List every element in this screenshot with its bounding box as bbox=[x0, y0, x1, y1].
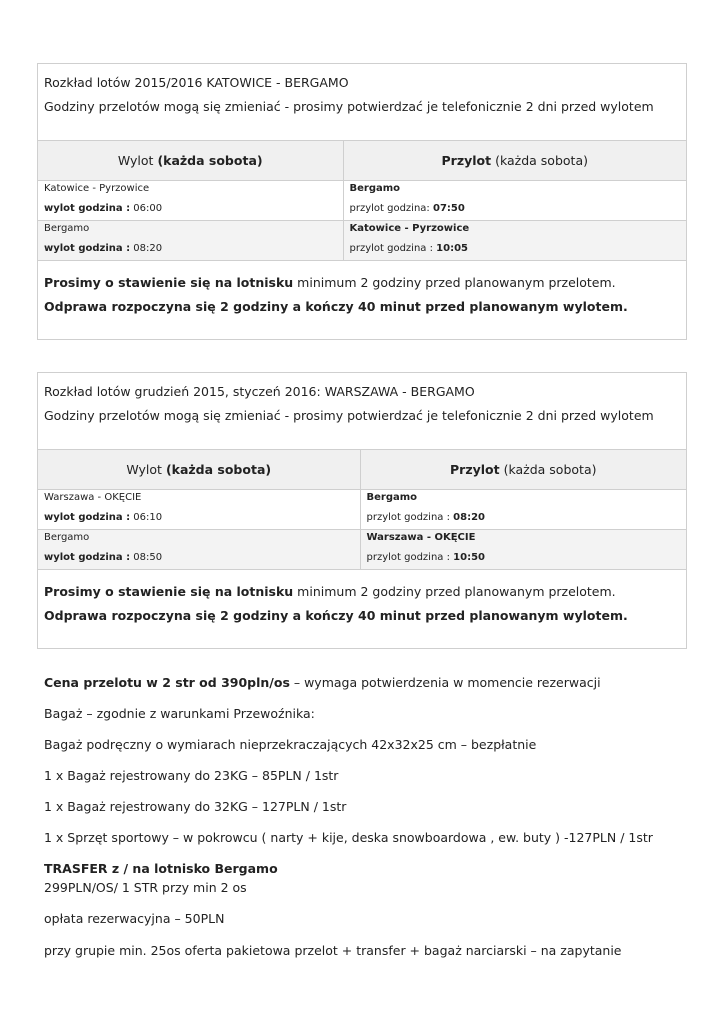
sport-equipment-line: 1 x Sprzęt sportowy – w pokrowcu ( narty + kije, deska snowboardowa , ew. buty ) -127PLN / 1str bbox=[44, 830, 653, 845]
arrival-cell bbox=[360, 530, 686, 570]
arrival-cell bbox=[343, 221, 686, 261]
departure-label: wylot godzina : bbox=[44, 512, 131, 523]
schedule-notes bbox=[38, 261, 686, 339]
table-header-row bbox=[38, 450, 686, 490]
departure-cell bbox=[38, 181, 343, 221]
schedule-panel-warszawa bbox=[37, 372, 687, 649]
hand-baggage-line: Bagaż podręczny o wymiarach nieprzekraczających 42x32x25 cm – bezpłatnie bbox=[44, 737, 537, 752]
table-row bbox=[38, 221, 686, 261]
schedule-panel-katowice bbox=[37, 63, 687, 340]
arrival-place: Bergamo bbox=[366, 492, 418, 503]
departure-time: 06:10 bbox=[133, 512, 163, 523]
departure-label: wylot godzina : bbox=[44, 552, 131, 563]
departure-place: Katowice - Pyrzowice bbox=[44, 183, 150, 194]
checkin-notice: Odprawa rozpoczyna się 2 godziny a kończy 40 minut przed planowanym wylotem. bbox=[44, 608, 628, 623]
departure-place: Bergamo bbox=[44, 223, 90, 234]
schedule-header bbox=[38, 373, 686, 449]
departure-cell bbox=[38, 530, 360, 570]
transfer-title: TRASFER z / na lotnisko Bergamo bbox=[44, 861, 278, 876]
departure-time: 08:20 bbox=[133, 243, 163, 254]
departure-time: 06:00 bbox=[133, 203, 163, 214]
schedule-notes bbox=[38, 570, 686, 648]
schedule-subtitle: Godziny przelotów mogą się zmieniać - prosimy potwierdzać je telefonicznie 2 dni przed wylotem bbox=[44, 408, 654, 423]
table-row bbox=[38, 530, 686, 570]
schedule-table bbox=[38, 140, 686, 261]
schedule-title: Rozkład lotów 2015/2016 KATOWICE - BERGAMO bbox=[44, 75, 349, 90]
departure-place: Warszawa - OKĘCIE bbox=[44, 492, 142, 503]
arrival-time: 07:50 bbox=[433, 203, 465, 214]
arrival-time: 10:05 bbox=[436, 243, 469, 254]
departure-label: wylot godzina : bbox=[44, 243, 131, 254]
arrival-notice: Prosimy o stawienie się na lotnisku minimum 2 godziny przed planowanym przelotem. bbox=[44, 275, 616, 290]
departure-time: 08:50 bbox=[133, 552, 163, 563]
arrival-label: przylot godzina : bbox=[366, 552, 450, 563]
arrival-time: 10:50 bbox=[453, 552, 486, 563]
arrival-cell bbox=[343, 181, 686, 221]
departure-cell bbox=[38, 221, 343, 261]
arrival-label: przylot godzina : bbox=[349, 243, 433, 254]
table-header-row bbox=[38, 141, 686, 181]
arrival-cell bbox=[360, 490, 686, 530]
baggage-32kg-line: 1 x Bagaż rejestrowany do 32KG – 127PLN / 1str bbox=[44, 799, 347, 814]
group-offer-line: przy grupie min. 25os oferta pakietowa przelot + transfer + bagaż narciarski – na zapytanie bbox=[44, 943, 622, 958]
checkin-notice: Odprawa rozpoczyna się 2 godziny a kończy 40 minut przed planowanym wylotem. bbox=[44, 299, 628, 314]
schedule-title: Rozkład lotów grudzień 2015, styczeń 2016: WARSZAWA - BERGAMO bbox=[44, 384, 475, 399]
departure-column-header: Wylot (każda sobota) bbox=[38, 141, 343, 181]
table-row bbox=[38, 490, 686, 530]
arrival-label: przylot godzina : bbox=[366, 512, 450, 523]
arrival-place: Bergamo bbox=[349, 183, 401, 194]
arrival-time: 08:20 bbox=[453, 512, 486, 523]
arrival-notice: Prosimy o stawienie się na lotnisku minimum 2 godziny przed planowanym przelotem. bbox=[44, 584, 616, 599]
departure-cell bbox=[38, 490, 360, 530]
baggage-intro: Bagaż – zgodnie z warunkami Przewoźnika: bbox=[44, 706, 315, 721]
departure-column-header: Wylot (każda sobota) bbox=[38, 450, 360, 490]
arrival-place: Katowice - Pyrzowice bbox=[349, 223, 470, 234]
schedule-header bbox=[38, 64, 686, 140]
price-line: Cena przelotu w 2 str od 390pln/os – wymaga potwierdzenia w momencie rezerwacji bbox=[44, 675, 601, 690]
baggage-23kg-line: 1 x Bagaż rejestrowany do 23KG – 85PLN / 1str bbox=[44, 768, 339, 783]
transfer-price: 299PLN/OS/ 1 STR przy min 2 os bbox=[44, 880, 247, 895]
arrival-column-header: Przylot (każda sobota) bbox=[343, 141, 686, 181]
arrival-place: Warszawa - OKĘCIE bbox=[366, 532, 476, 543]
arrival-label: przylot godzina: bbox=[349, 203, 430, 214]
departure-label: wylot godzina : bbox=[44, 203, 131, 214]
arrival-column-header: Przylot (każda sobota) bbox=[360, 450, 686, 490]
departure-place: Bergamo bbox=[44, 532, 90, 543]
table-row bbox=[38, 181, 686, 221]
schedule-table bbox=[38, 449, 686, 570]
booking-fee-line: opłata rezerwacyjna – 50PLN bbox=[44, 911, 225, 926]
schedule-subtitle: Godziny przelotów mogą się zmieniać - prosimy potwierdzać je telefonicznie 2 dni przed wylotem bbox=[44, 99, 654, 114]
